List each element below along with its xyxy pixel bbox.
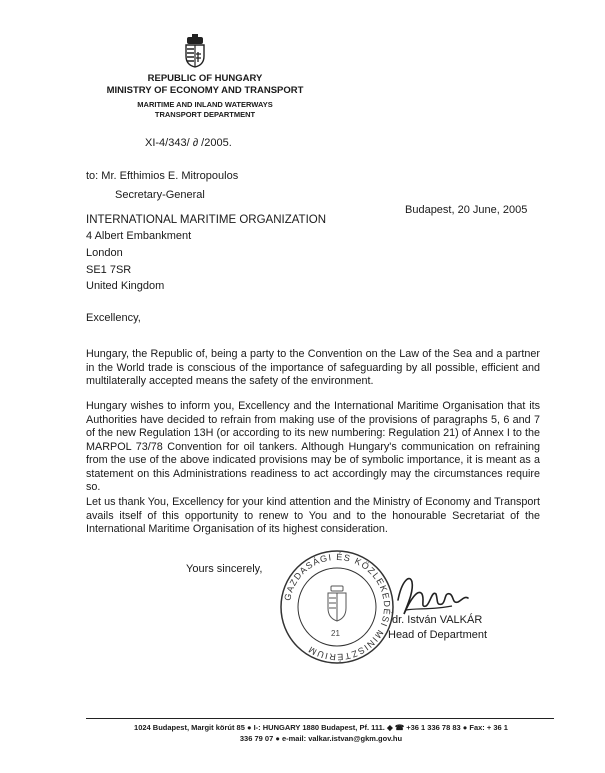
body-paragraph: Let us thank You, Excellency for your kind attention and the Ministry of Economy and Transport avails itself of this opportunity to renew to You and to the honourable Secretariat of the International Maritime Organisation of its highest consideration. xyxy=(86,496,540,535)
body-paragraph: Hungary, the Republic of, being a party to the Convention on the Law of the Sea and a partner in the World trade is conscious of the importance of safeguarding by all possible, efficient and multilaterally accepted means the safety of the environment. xyxy=(86,348,540,387)
recipient-organization: INTERNATIONAL MARITIME ORGANIZATION xyxy=(86,214,327,226)
footer-line-2: 336 79 07 ● e-mail: valkar.istvan@gkm.gov.hu xyxy=(239,734,403,743)
date-line: Budapest, 20 June, 2005 xyxy=(405,204,528,216)
salutation: Excellency, xyxy=(86,312,141,324)
signatory-title: Head of Department xyxy=(388,629,488,641)
recipient-to-line: to: Mr. Efthimios E. Mitropoulos xyxy=(86,170,239,182)
signatory-name: dr. István VALKÁR xyxy=(392,614,483,626)
footer-line-1: 1024 Budapest, Margit körút 85 ● I-: HUNGARY 1880 Budapest, Pf. 111. ◆ ☎ +36 1 336 78 83 ● Fax: + 36 1 xyxy=(134,723,508,732)
recipient-title: Secretary-General xyxy=(115,189,205,201)
address-line: London xyxy=(86,247,123,259)
footer-divider xyxy=(86,718,554,719)
footer-contact xyxy=(86,722,556,744)
reference-number: XI-4/343/ ∂ /2005. xyxy=(145,137,232,149)
signature-icon xyxy=(392,570,472,618)
coat-of-arms-icon xyxy=(184,34,206,68)
svg-text:GAZDASÁGI ÉS KÖZLEKEDÉSI MINIS: GAZDASÁGI ÉS KÖZLEKEDÉSI MINISZTÉRIUM xyxy=(282,551,393,663)
ministry-heading: MINISTRY OF ECONOMY AND TRANSPORT xyxy=(106,85,304,96)
address-line: United Kingdom xyxy=(86,280,165,292)
closing: Yours sincerely, xyxy=(186,563,263,575)
department-line-2: TRANSPORT DEPARTMENT xyxy=(154,110,256,119)
republic-heading: REPUBLIC OF HUNGARY xyxy=(147,73,263,84)
address-line: SE1 7SR xyxy=(86,264,132,276)
official-stamp-icon xyxy=(278,548,396,666)
address-line: 4 Albert Embankment xyxy=(86,230,192,242)
body-paragraph: Hungary wishes to inform you, Excellency and the International Maritime Organisation that its Authorities have decided to refrain from making use of the provisions of paragraphs 5, 6 and 7 of the new Regulation 13H (or according to its new numbering: Regulation 21) of Annex I to the MARPOL 73/78 Convention for oil tankers. Although Hungary's communication on refraining from the use of the above indicated provisions may be of symbolic importance, it is meant as a statement on this Administrations readiness to act accordingly may the circumstances require so. xyxy=(86,400,540,493)
svg-text:21: 21 xyxy=(331,629,340,638)
department-line-1: MARITIME AND INLAND WATERWAYS xyxy=(137,100,273,109)
